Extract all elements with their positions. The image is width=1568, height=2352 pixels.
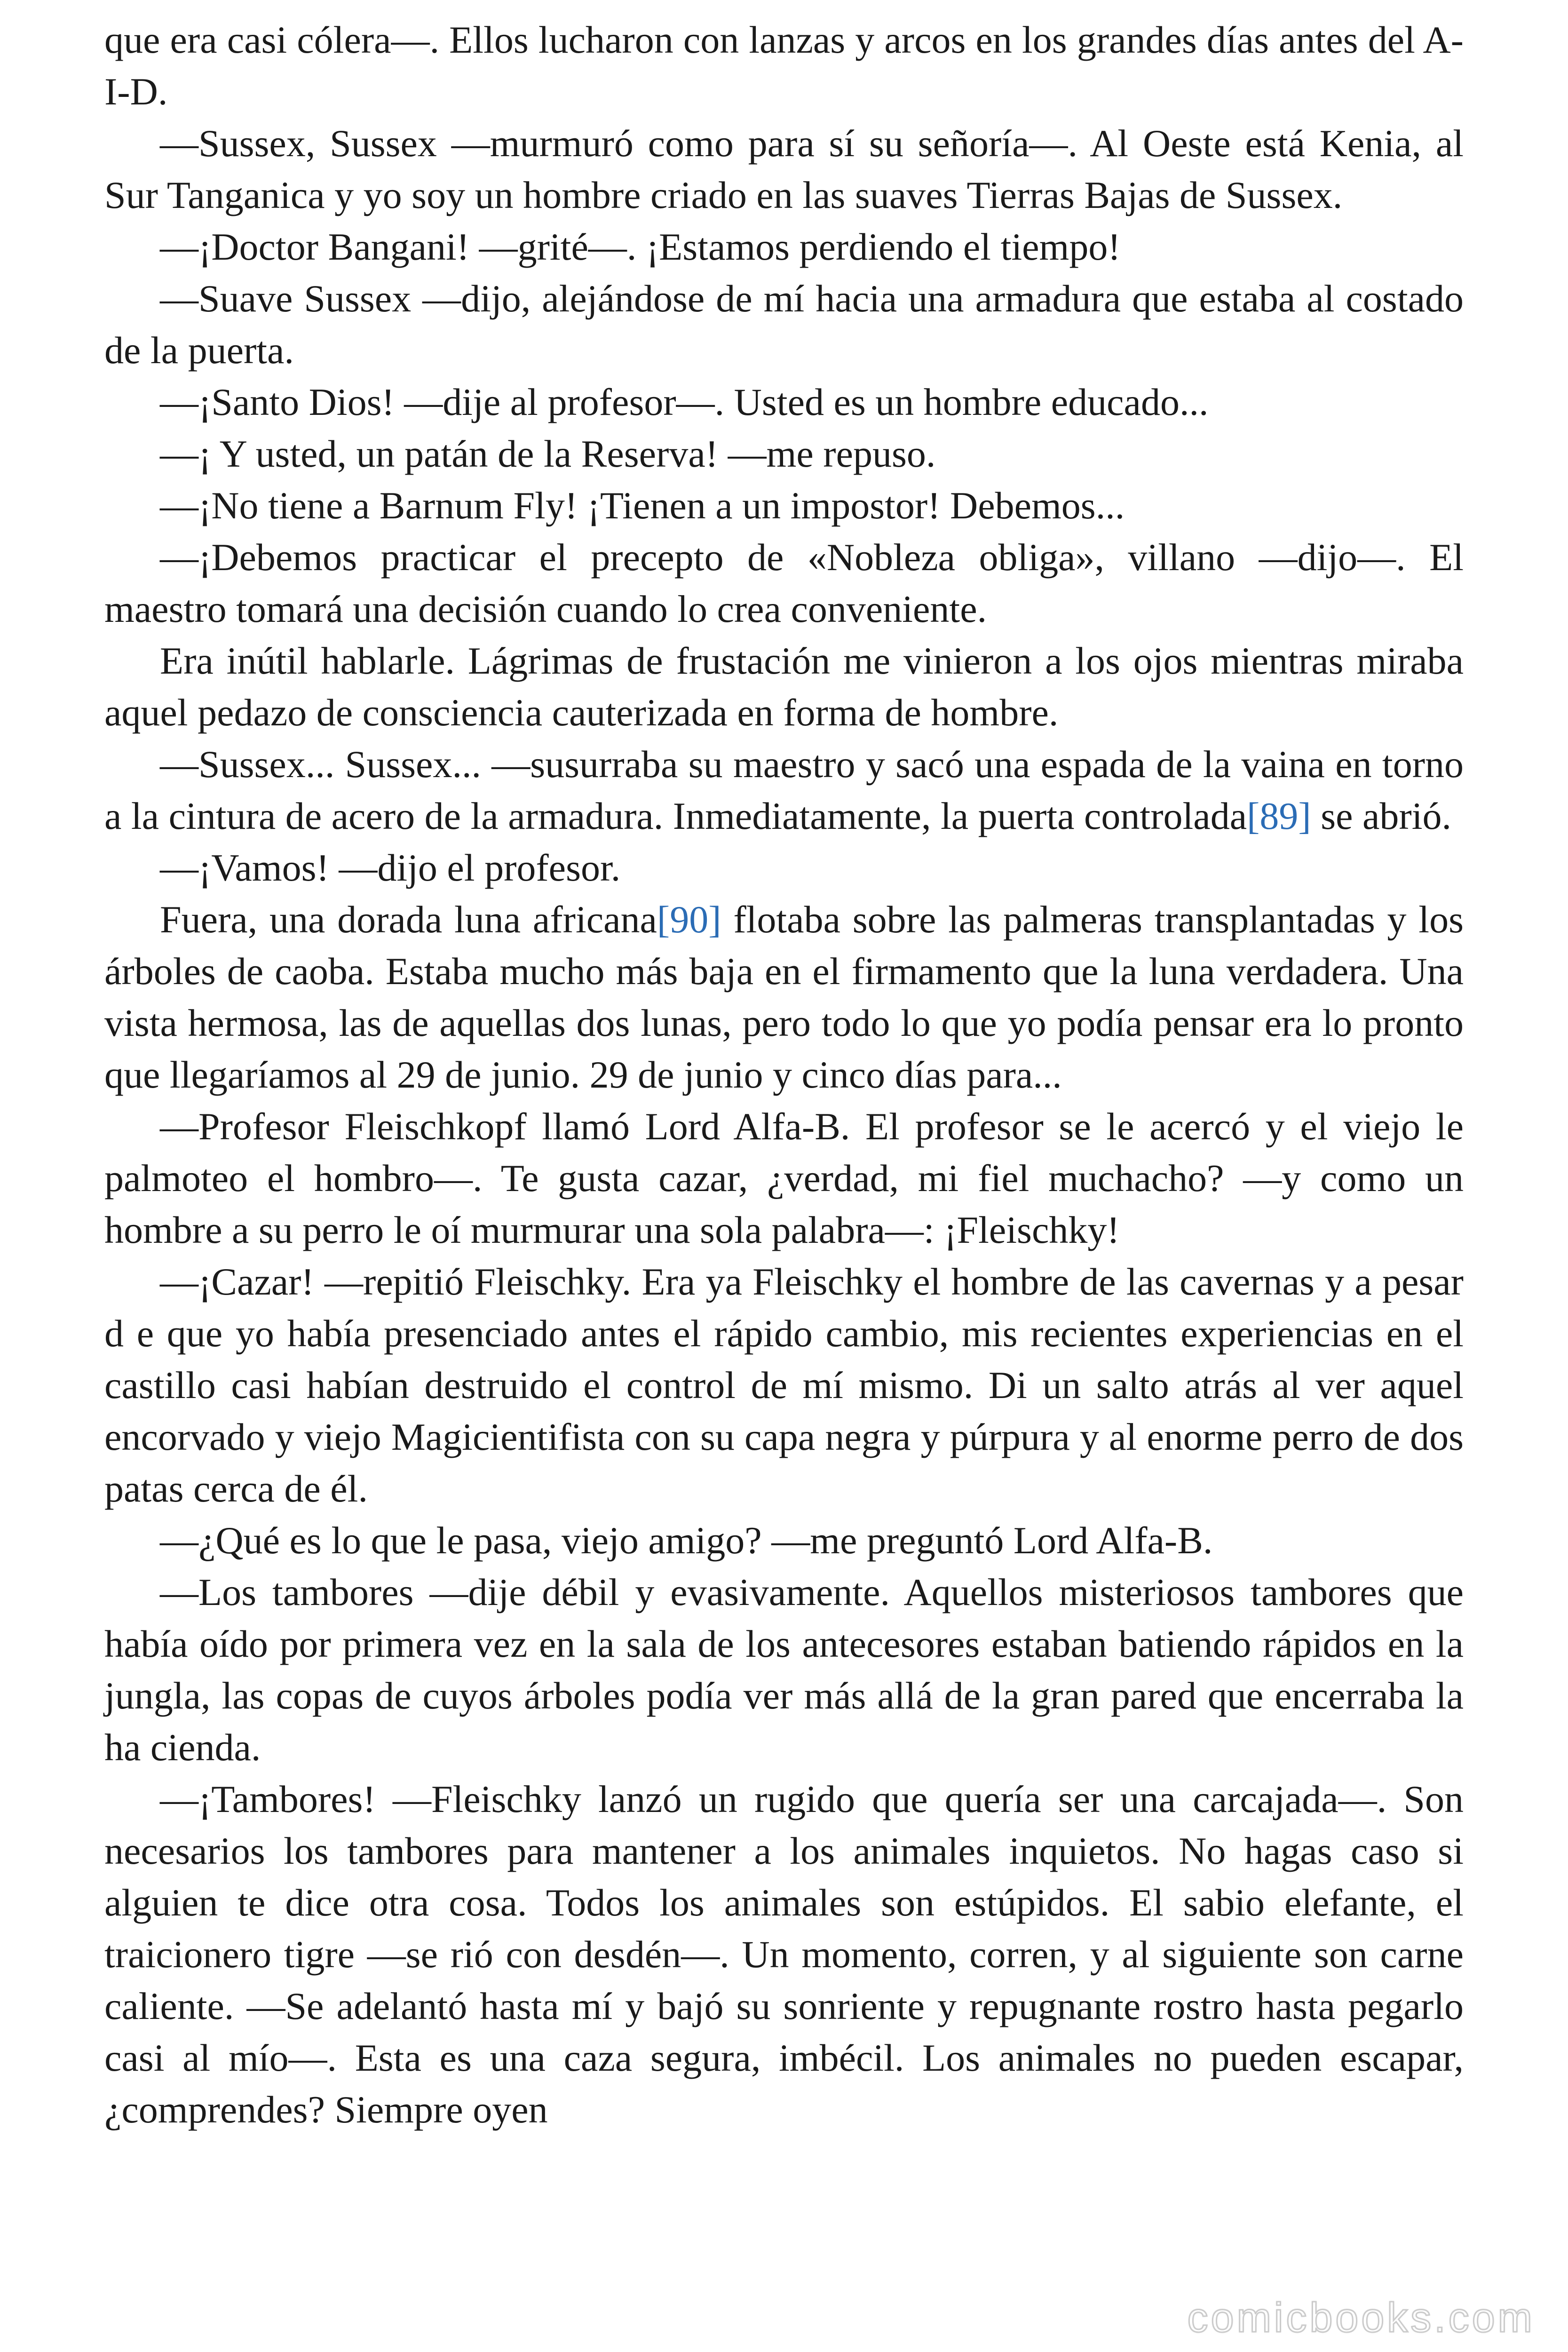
paragraph: —Los tambores —dije débil y evasivamente. Aquellos misteriosos tambores que había oído por primera vez en la sala de los antecesores estaban batiendo rápidos en la jungla, las copas de cuyos árboles podía ver más allá de la gran pared que encerraba la ha cienda. bbox=[104, 1571, 1464, 1769]
paragraph bbox=[104, 894, 1464, 1101]
paragraph: —Profesor Fleischkopf llamó Lord Alfa-B. El profesor se le acercó y el viejo le palmoteo el hombro—. Te gusta cazar, ¿verdad, mi fiel muchacho? —y como un hombre a su perro le oí murmurar una sola palabra—: ¡Fleischky! bbox=[104, 1105, 1464, 1251]
paragraph: Era inútil hablarle. Lágrimas de frustación me vinieron a los ojos mientras miraba aquel pedazo de consciencia cauterizada en forma de hombre. bbox=[104, 639, 1464, 734]
paragraph-text: —Sussex... Sussex... —susurraba su maestro y sacó una espada de la vaina en torno a la cintura de acero de la armadura. Inmediatamente, la puerta controlada bbox=[104, 743, 1464, 837]
paragraph bbox=[104, 739, 1464, 842]
footnote-link-90[interactable]: [90] bbox=[657, 898, 721, 941]
paragraph: —¡Cazar! —repitió Fleischky. Era ya Fleischky el hombre de las cavernas y a pesar d e que yo había presenciado antes el rápido cambio, mis recientes experiencias en el castillo casi habían destruido el control de mí mismo. Di un salto atrás al ver aquel encorvado y viejo Magicientifista con su capa negra y púrpura y al enorme perro de dos patas cerca de él. bbox=[104, 1260, 1464, 1510]
paragraph: —¡Tambores! —Fleischky lanzó un rugido que quería ser una carcajada—. Son necesarios los tambores para mantener a los animales inquietos. No hagas caso si alguien te dice otra cosa. Todos los animales son estúpidos. El sabio elefante, el traicionero tigre —se rió con desdén—. Un momento, corren, y al siguiente son carne caliente. —Se adelantó hasta mí y bajó su sonriente y repugnante rostro hasta pegarlo casi al mío—. Esta es una caza segura, imbécil. Los animales no pueden escapar, ¿comprendes? Siempre oyen bbox=[104, 1778, 1464, 2131]
watermark: comicbooks.com bbox=[1187, 2294, 1535, 2341]
paragraph-text: se abrió. bbox=[1311, 795, 1452, 837]
paragraph: —¡Doctor Bangani! —grité—. ¡Estamos perdiendo el tiempo! bbox=[160, 225, 1121, 268]
paragraph: —¡Debemos practicar el precepto de «Nobleza obliga», villano —dijo—. El maestro tomará una decisión cuando lo crea conveniente. bbox=[104, 536, 1464, 630]
paragraph: —¡Santo Dios! —dije al profesor—. Usted es un hombre educado... bbox=[160, 381, 1209, 423]
paragraph: —Sussex, Sussex —murmuró como para sí su señoría—. Al Oeste está Kenia, al Sur Tanganica y yo soy un hombre criado en las suaves Tierras Bajas de Sussex. bbox=[104, 122, 1464, 216]
paragraph: —¡No tiene a Barnum Fly! ¡Tienen a un impostor! Debemos... bbox=[160, 484, 1125, 527]
paragraph-text: Fuera, una dorada luna africana bbox=[160, 898, 657, 941]
paragraph: que era casi cólera—. Ellos lucharon con lanzas y arcos en los grandes días antes del A-I-D. bbox=[104, 18, 1464, 113]
paragraph: —¡Vamos! —dijo el profesor. bbox=[160, 846, 621, 889]
paragraph: —Suave Sussex —dijo, alejándose de mí hacia una armadura que estaba al costado de la puerta. bbox=[104, 277, 1464, 372]
footnote-link-89[interactable]: [89] bbox=[1247, 795, 1311, 837]
paragraph: —¿Qué es lo que le pasa, viejo amigo? —me preguntó Lord Alfa-B. bbox=[160, 1519, 1213, 1562]
page-body bbox=[104, 14, 1464, 2136]
paragraph: —¡ Y usted, un patán de la Reserva! —me repuso. bbox=[160, 432, 936, 475]
paragraph-text: flotaba sobre las palmeras transplantadas y los árboles de caoba. Estaba mucho más baja en el firmamento que la luna verdadera. Una vista hermosa, las de aquellas dos lunas, pero todo lo que yo podía pensar era lo pronto que llegaríamos al 29 de junio. 29 de junio y cinco días para... bbox=[104, 898, 1464, 1096]
